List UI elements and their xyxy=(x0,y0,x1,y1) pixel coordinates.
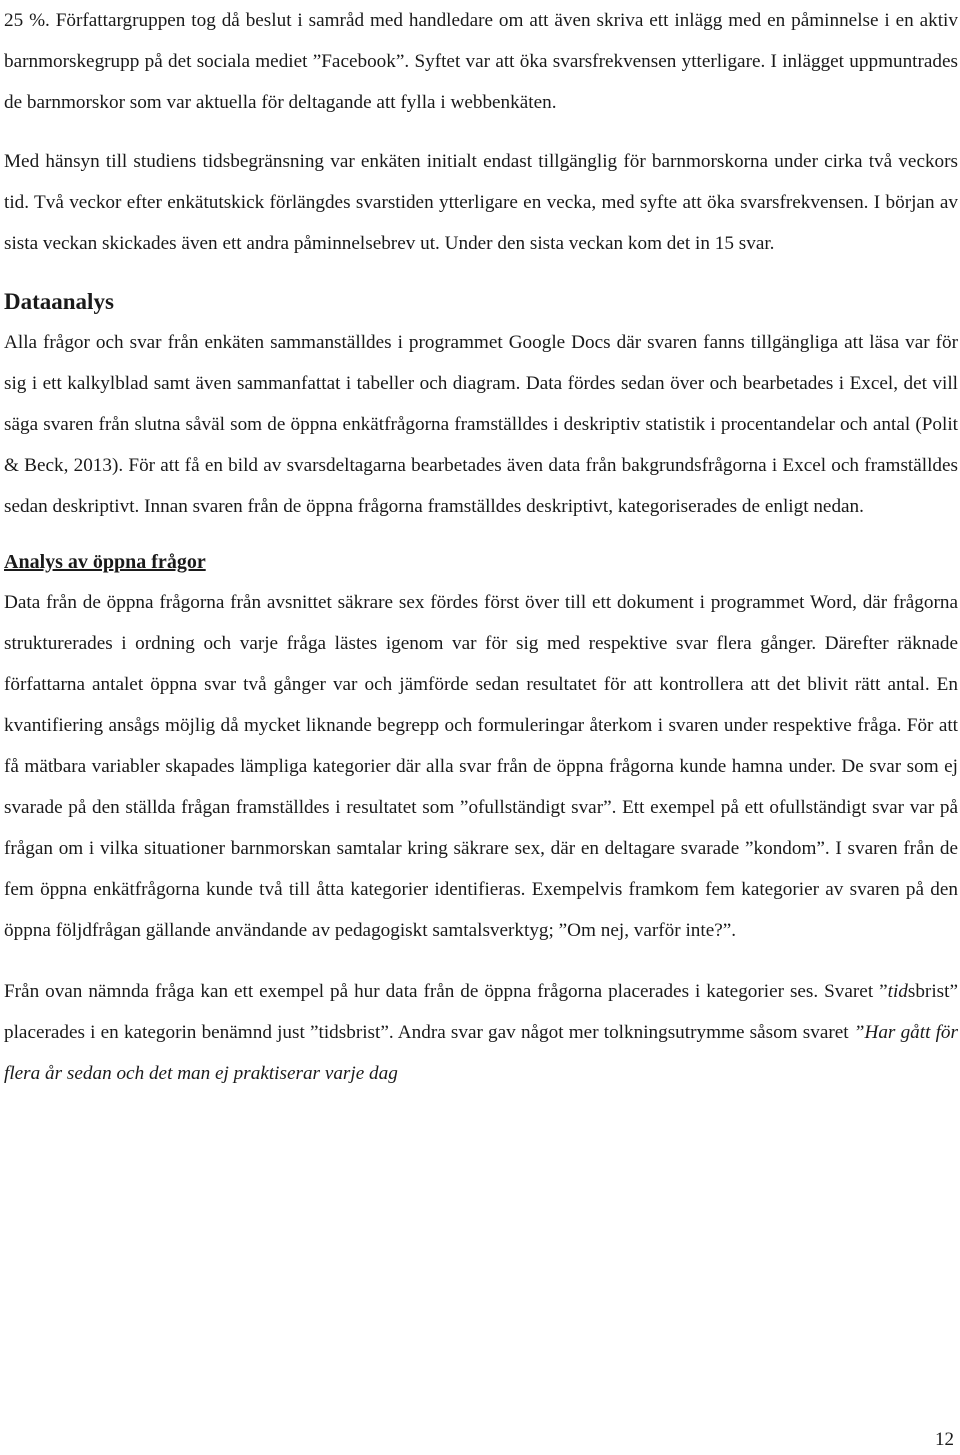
heading-dataanalys: Dataanalys xyxy=(4,289,114,314)
document-page xyxy=(4,0,958,1094)
text-run-italic: tid xyxy=(887,981,908,1002)
heading-analys-oppna-fragor: Analys av öppna frågor xyxy=(4,551,206,573)
paragraph-survey-reminder: 25 %. Författargruppen tog då beslut i samråd med handledare om att även skriva ett inlägg med en påminnelse i en aktiv barnmorskegrupp på det sociala mediet ”Facebook”. Syftet var att öka svarsfrekvensen ytterligare. I inlägget uppmuntrades de barnmorskor som var aktuella för deltagande att fylla i webbenkäten. xyxy=(4,10,958,113)
text-run: Från ovan nämnda fråga kan ett exempel på hur data från de öppna frågorna placerades i kategorier ses. Svaret ” xyxy=(4,981,888,1002)
paragraph-time-limit: Med hänsyn till studiens tidsbegränsning var enkäten initialt endast tillgänglig för barnmorskorna under cirka två veckors tid. Två veckor efter enkätutskick förlängdes svarstiden ytterligare en vecka, med syfte att öka svarsfrekvensen. I början av sista veckan skickades även ett andra påminnelsebrev ut. Under den sista veckan kom det in 15 svar. xyxy=(4,151,958,254)
paragraph-open-questions: Data från de öppna frågorna från avsnittet säkrare sex fördes först över till ett dokument i programmet Word, där frågorna strukturerades i ordning och varje fråga lästes igenom var för sig med respektive svar flera gånger. Därefter räknade författarna antalet öppna svar två gånger var och jämförde sedan resultatet för att kontrollera att det blivit rätt antal. En kvantifiering ansågs möjlig då mycket liknande begrepp och formuleringar återkom i svaren under respektive fråga. För att få mätbara variabler skapades lämpliga kategorier där alla svar från de öppna frågorna kunde hamna under. De svar som ej svarade på den ställda frågan framställdes i resultatet som ”ofullständigt svar”. Ett exempel på ett ofullständigt svar var på frågan om i vilka situationer barnmorskan samtalar kring säkrare sex, där en deltagare svarade ”kondom”. I svaren från de fem öppna enkätfrågorna kunde två till åtta kategorier identifieras. Exempelvis framkom fem kategorier av svaren på den öppna följdfrågan gällande användande av pedagogiskt samtalsverktyg; ”Om nej, varför inte?”. xyxy=(4,592,958,941)
text-run: ” placerades i en kategorin benämnd just ”tidsbrist”. Andra svar gav något mer tolkningsutrymme såsom svaret xyxy=(4,981,958,1043)
paragraph-category-example xyxy=(4,971,958,1094)
paragraph-data-analysis: Alla frågor och svar från enkäten sammanställdes i programmet Google Docs där svaren fanns tillgängliga att läsa var för sig i ett kalkylblad samt även sammanfattat i tabeller och diagram. Data fördes sedan över och bearbetades i Excel, det vill säga svaren från slutna såväl som de öppna enkätfrågorna framställdes i deskriptiv statistik i procentandelar och antal (Polit & Beck, 2013). För att få en bild av svarsdeltagarna bearbetades även data från bakgrundsfrågorna i Excel och framställdes sedan deskriptivt. Innan svaren från de öppna frågorna framställdes deskriptivt, kategoriserades de enligt nedan. xyxy=(4,332,958,517)
text-run: sbrist xyxy=(907,981,950,1002)
text-run-italic-quote: ”Har gått för flera år sedan och det man ej praktiserar varje dag xyxy=(4,1022,958,1084)
page-number: 12 xyxy=(935,1429,954,1450)
